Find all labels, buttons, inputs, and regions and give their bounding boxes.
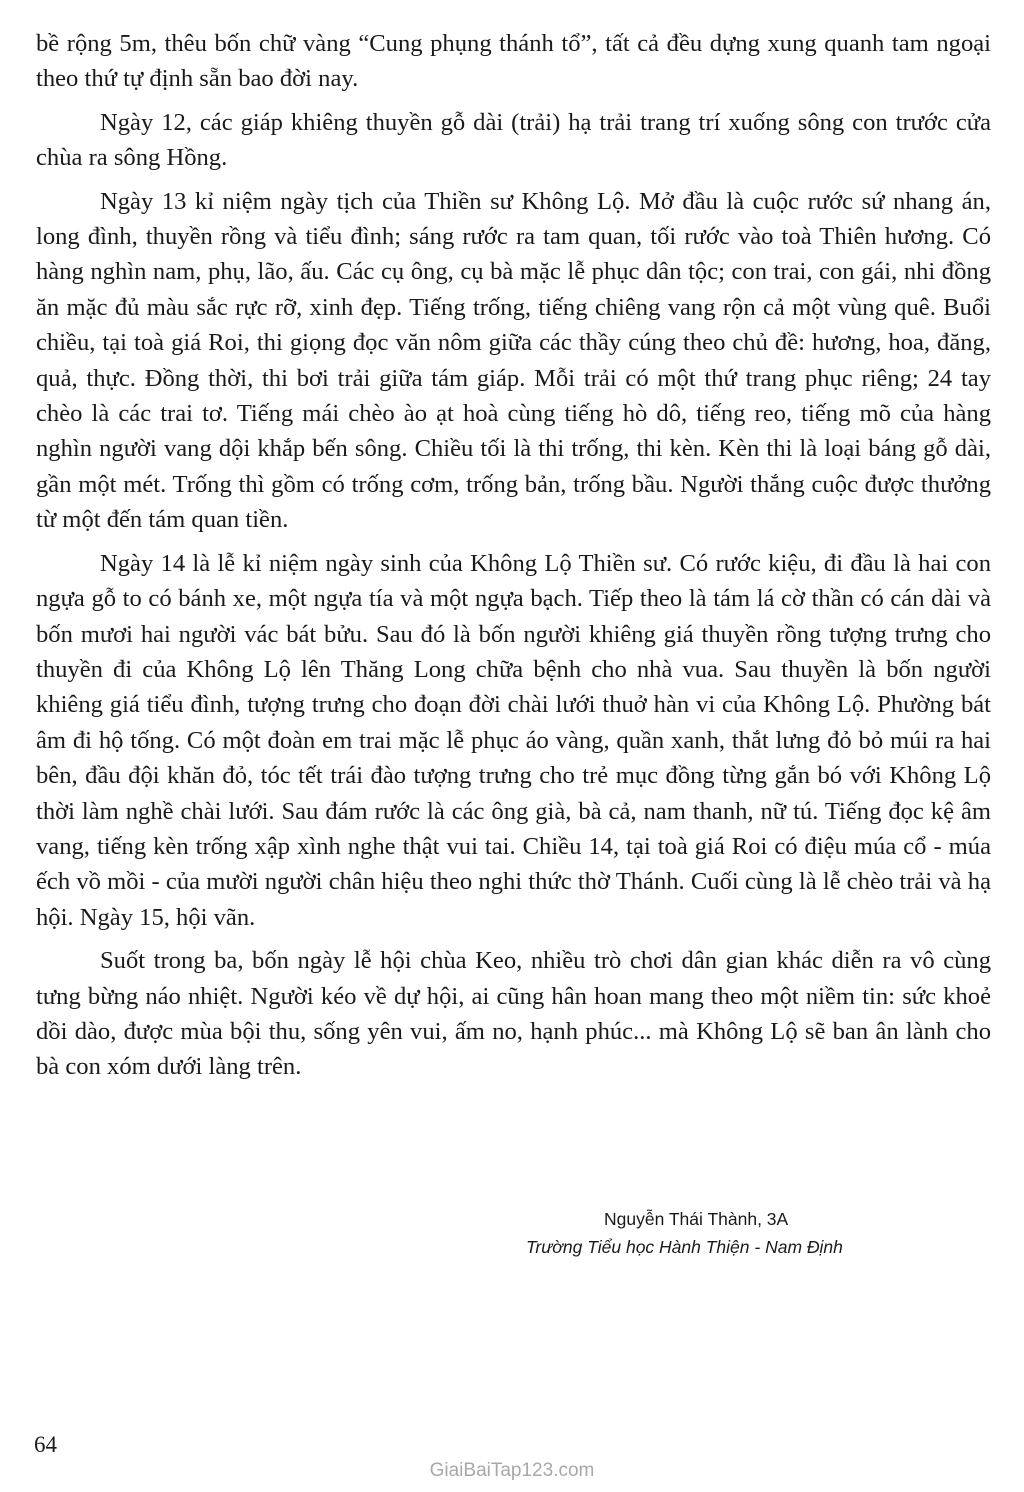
paragraph-3: Ngày 13 kỉ niệm ngày tịch của Thiền sư Không Lộ. Mở đầu là cuộc rước sứ nhang án, long đình, thuyền rồng và tiểu đình; sáng rước ra tam quan, tối rước vào toà Thiên hương. Có hàng nghìn nam, phụ, lão, ấu. Các cụ ông, cụ bà mặc lễ phục dân tộc; con trai, con gái, nhi đồng ăn mặc đủ màu sắc rực rỡ, xinh đẹp. Tiếng trống, tiếng chiêng vang rộn cả một vùng quê. Buổi chiều, tại toà giá Roi, thi giọng đọc văn nôm giữa các thầy cúng theo chủ đề: hương, hoa, đăng, quả, thực. Đồng thời, thi bơi trải giữa tám giáp. Mỗi trải có một thứ trang phục riêng; 24 tay chèo là các trai tơ. Tiếng mái chèo ào ạt hoà cùng tiếng hò dô, tiếng reo, tiếng mõ của hàng nghìn người vang dội khắp bến sông. Chiều tối là thi trống, thi kèn. Kèn thi là loại báng gỗ dài, gần một mét. Trống thì gồm có trống cơm, trống bản, trống bầu. Người thắng cuộc được thưởng từ một đến tám quan tiền. [36,187,991,534]
author-school: Trường Tiểu học Hành Thiện - Nam Định [526,1237,843,1257]
page-number: 64 [34,1432,57,1457]
paragraph-2: Ngày 12, các giáp khiêng thuyền gỗ dài (trải) hạ trải trang trí xuống sông con trước cửa chùa ra sông Hồng. [36,108,991,172]
document-body [36,26,991,1095]
paragraph-5: Suốt trong ba, bốn ngày lễ hội chùa Keo, nhiều trò chơi dân gian khác diễn ra vô cùng tưng bừng náo nhiệt. Người kéo về dự hội, ai cũng hân hoan mang theo một niềm tin: sức khoẻ dồi dào, được mùa bội thu, sống yên vui, ấm no, hạnh phúc... mà Không Lộ sẽ ban ân lành cho bà con xóm dưới làng trên. [36,947,991,1081]
author-name: Nguyễn Thái Thành, 3A [604,1209,789,1229]
paragraph-1: bề rộng 5m, thêu bốn chữ vàng “Cung phụng thánh tổ”, tất cả đều dựng xung quanh tam ngoại theo thứ tự định sẵn bao đời nay. [36,30,991,93]
paragraph-4: Ngày 14 là lễ kỉ niệm ngày sinh của Không Lộ Thiền sư. Có rước kiệu, đi đầu là hai con ngựa gỗ to có bánh xe, một ngựa tía và một ngựa bạch. Tiếp theo là tám lá cờ thần có cán dài và bốn mươi hai người vác bát bửu. Sau đó là bốn người khiêng giá thuyền rồng tượng trưng cho thuyền đi của Không Lộ lên Thăng Long chữa bệnh cho nhà vua. Sau thuyền là bốn người khiêng giá tiểu đình, tượng trưng cho đoạn đời chài lưới thuở hàn vi của Không Lộ. Phường bát âm đi hộ tống. Có một đoàn em trai mặc lễ phục áo vàng, quần xanh, thắt lưng đỏ bỏ múi ra hai bên, đầu đội khăn đỏ, tóc tết trái đào tượng trưng cho trẻ mục đồng từng gắn bó với Không Lộ thời làm nghề chài lưới. Sau đám rước là các ông già, bà cả, nam thanh, nữ tú. Tiếng đọc kệ âm vang, tiếng kèn trống xập xình nghe thật vui tai. Chiều 14, tại toà giá Roi có điệu múa cổ - múa ếch vồ mồi - của mười người chân hiệu theo nghi thức thờ Thánh. Cuối cùng là lễ chèo trải và hạ hội. Ngày 15, hội vãn. [36,549,991,931]
watermark: GiaiBaiTap123.com [429,1460,595,1481]
